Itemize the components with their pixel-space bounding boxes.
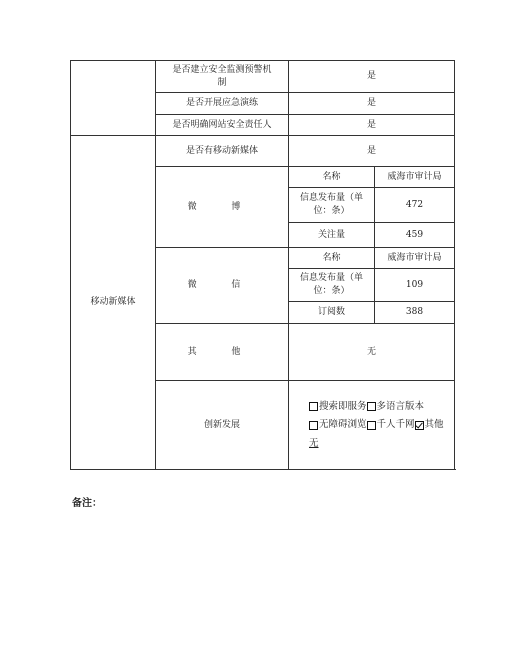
- innovation-other-value: 无: [309, 437, 319, 449]
- note-label: 备注：: [72, 498, 102, 509]
- other-media-value: 无: [289, 324, 455, 381]
- wechat-label: 微 信: [156, 248, 289, 324]
- option-multilingual[interactable]: 多语言版本: [367, 399, 425, 415]
- drill-value: 是: [289, 93, 455, 115]
- wechat-name-label: 名称: [289, 248, 375, 269]
- report-table: [70, 60, 455, 470]
- wechat-name-value: 威海市审计局: [375, 248, 455, 269]
- checkbox-icon[interactable]: [367, 402, 376, 411]
- option-accessibility[interactable]: 无障碍浏览: [309, 417, 367, 433]
- monitoring-label: 是否建立安全监测预警机制: [156, 61, 289, 93]
- wechat-posts-label: 信息发布量（单位：条）: [289, 269, 375, 302]
- innovation-options: [309, 399, 454, 452]
- wechat-posts-value: 109: [375, 269, 455, 302]
- innovation-options-cell: [289, 381, 455, 470]
- weibo-name-value: 威海市审计局: [375, 167, 455, 188]
- checkbox-icon[interactable]: [367, 421, 376, 430]
- wechat-subscribers-label: 订阅数: [289, 302, 375, 324]
- option-personalized[interactable]: 千人千网: [367, 417, 415, 433]
- checkbox-checked-icon[interactable]: [415, 421, 424, 430]
- weibo-name-label: 名称: [289, 167, 375, 188]
- weibo-followers-value: 459: [375, 223, 455, 248]
- checkbox-icon[interactable]: [309, 402, 318, 411]
- checkbox-icon[interactable]: [309, 421, 318, 430]
- other-media-label: 其 他: [156, 324, 289, 381]
- new-media-section-label: 移动新媒体: [71, 136, 156, 470]
- innovation-section-label: 创新发展: [156, 381, 289, 470]
- monitoring-value: 是: [289, 61, 455, 93]
- responsible-value: 是: [289, 115, 455, 136]
- has-media-value: 是: [289, 136, 455, 167]
- weibo-followers-label: 关注量: [289, 223, 375, 248]
- weibo-posts-label: 信息发布量（单位：条）: [289, 188, 375, 223]
- drill-label: 是否开展应急演练: [156, 93, 289, 115]
- security-section-cell: [71, 61, 156, 136]
- weibo-posts-value: 472: [375, 188, 455, 223]
- option-other[interactable]: 其他: [415, 417, 444, 433]
- responsible-label: 是否明确网站安全责任人: [156, 115, 289, 136]
- option-search-as-service[interactable]: 搜索即服务: [309, 399, 367, 415]
- weibo-label: 微 博: [156, 167, 289, 248]
- wechat-subscribers-value: 388: [375, 302, 455, 324]
- has-media-label: 是否有移动新媒体: [156, 136, 289, 167]
